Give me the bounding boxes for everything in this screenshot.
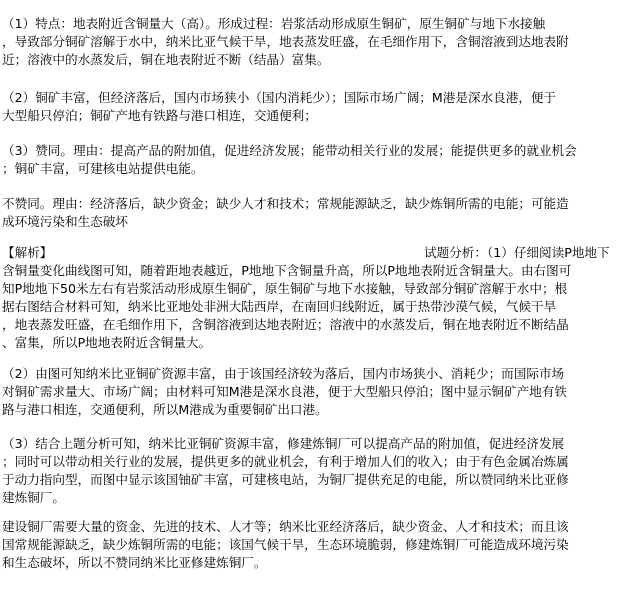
answer-part-1 [2,15,628,69]
answer-part-2 [2,89,628,125]
text-line: 、富集，所以P地地表附近含铜量大。 [2,335,212,350]
text-line: 含铜量变化曲线图可知，随着距地表越近，P地地下含铜量升高，所以P地地表附近含铜量大。由右图可 [2,263,572,278]
text-line: 知P地地下50米左右有岩浆活动形成原生铜矿，原生铜矿与地下水接触，导致部分铜矿溶解于水中；根 [2,281,568,296]
text-line: 建炼铜厂。 [2,490,65,505]
analysis-part-3 [2,435,628,507]
text-line: 不赞同。理由：经济落后，缺少资金；缺少人才和技术；常规能源缺乏，缺少炼铜所需的电能；可能造 [2,196,569,211]
text-line: 对铜矿需求量大、市场广阔；由材料可知M港是深水良港，便于大型船只停泊；图中显示铜矿产地有铁 [2,384,567,399]
text-line: （2）由图可知纳米比亚铜矿资源丰富，由于该国经济较为落后，国内市场狭小、消耗少；而国际市场 [2,366,565,381]
text-line: （1）特点：地表附近含铜量大（高）。形成过程：岩浆活动形成原生铜矿，原生铜矿与地下水接触 [2,16,546,31]
answer-part-3-disagree [2,195,628,231]
text-line: ；铜矿丰富，可建核电站提供电能。 [2,161,204,176]
analysis-part-1 [2,244,628,352]
text-line: 成环境污染和生态破坏 [2,214,128,229]
text-line: ；同时可以带动相关行业的发展，提供更多的就业机会，有利于增加人们的收入；由于有色金属冶炼属 [2,454,569,469]
text-line: 和生态破坏，所以不赞同纳米比亚修建炼铜厂。 [2,555,267,570]
text-line: （3）结合上题分析可知，纳米比亚铜矿资源丰富，修建炼铜厂可以提高产品的附加值，促进经济发展 [2,436,565,451]
analysis-part-4 [2,518,628,572]
analysis-intro: 试题分析：（1）仔细阅读P地地下 [424,245,610,260]
text-line: 国常规能源缺乏，缺少炼铜所需的电能；该国气候干旱，生态环境脆弱，修建炼铜厂可能造成环境污染 [2,537,569,552]
text-line: ，地表蒸发旺盛，在毛细作用下，含铜溶液到达地表附近；溶液中的水蒸发后，铜在地表附近不断结晶 [2,317,569,332]
text-line: 据右图结合材料可知，纳米比亚地处非洲大陆西岸，在南回归线附近，属于热带沙漠气候，气候干旱 [2,299,557,314]
text-line: 于动力指向型，而图中显示该国铀矿丰富，可建核电站，为铜厂提供充足的电能，所以赞同纳米比亚修 [2,472,569,487]
text-line: 建设铜厂需要大量的资金、先进的技术、人才等；纳米比亚经济落后，缺少资金、人才和技术；而且该 [2,519,569,534]
text-line: ，导致部分铜矿溶解于水中，纳米比亚气候干旱，地表蒸发旺盛，在毛细作用下，含铜溶液到达地表附 [2,34,569,49]
text-line: 路与港口相连，交通便利，所以M港成为重要铜矿出口港。 [2,402,328,417]
text-line: （3）赞同。理由：提高产品的附加值，促进经济发展；能带动相关行业的发展；能提供更多的就业机会 [2,143,577,158]
analysis-part-2 [2,365,628,419]
text-line: 大型船只停泊；铜矿产地有铁路与港口相连，交通便利； [2,108,317,123]
answer-part-3-agree [2,142,628,178]
analysis-heading-row [2,244,628,262]
text-line: （2）铜矿丰富，但经济落后，国内市场狭小（国内消耗少）；国际市场广阔；M港是深水良港，便于 [2,90,557,105]
analysis-heading: 【解析】 [2,245,53,260]
text-line: 近；溶液中的水蒸发后，铜在地表附近不断（结晶）富集。 [2,52,330,67]
